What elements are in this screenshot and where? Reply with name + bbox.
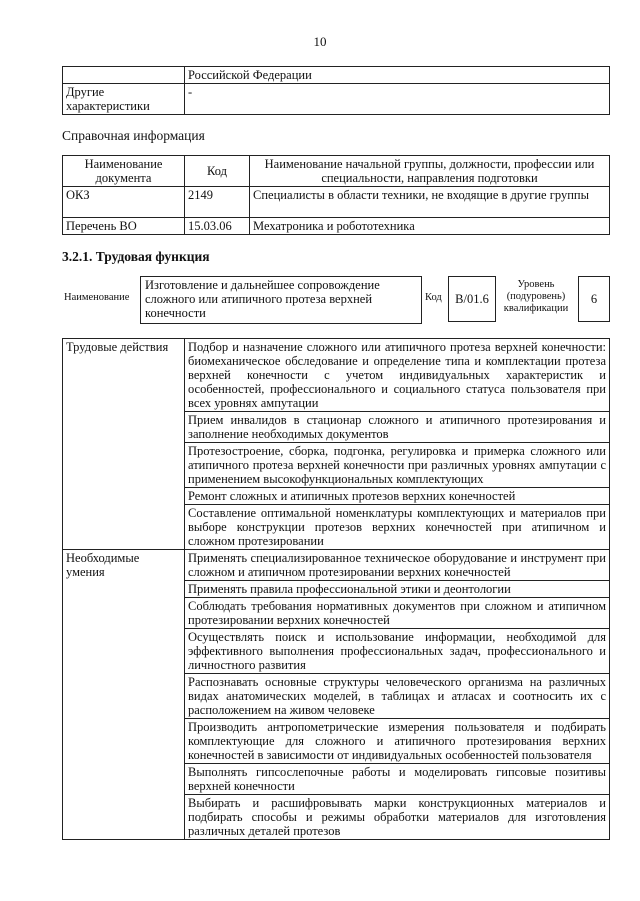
skill-item: Осуществлять поиск и использование информации, необходимой для эффективного выполнения профессиональных задач, профессионального и личностного развития xyxy=(185,629,610,674)
action-item: Подбор и назначение сложного или атипичного протеза верхней конечности: биомеханическое обследование и определение типа и комплектации протеза верхней конечности с учетом индивидуальных характеристик и особенностей, профессионального и социального статуса пользователя при всех уровнях ампутации xyxy=(185,339,610,412)
skill-item: Выполнять гипсослепочные работы и моделировать гипсовые позитивы верхней конечности xyxy=(185,764,610,795)
function-title: 3.2.1. Трудовая функция xyxy=(62,249,210,264)
table-header-row xyxy=(63,156,610,187)
name-label: Наименование xyxy=(64,292,130,303)
level-box: 6 xyxy=(578,276,610,322)
table-cell: Мехатроника и робототехника xyxy=(250,218,610,235)
action-item: Протезостроение, сборка, подгонка, регулировка и примерка сложного или атипичного протеза верхней конечности при различных уровнях ампутации с применением высокофункциональных комплектующих xyxy=(185,443,610,488)
skills-label: Необходимые умения xyxy=(63,550,185,840)
page-number: 10 xyxy=(313,34,327,49)
function-code-box: B/01.6 xyxy=(448,276,496,322)
table-row xyxy=(63,84,610,115)
table-cell: Российской Федерации xyxy=(185,67,610,84)
action-item: Составление оптимальной номенклатуры комплектующих и материалов при выборе конструкции протезов верхних конечностей при атипичном и сложном протезировании xyxy=(185,505,610,550)
table-row xyxy=(63,67,610,84)
characteristics-table xyxy=(62,66,610,115)
table-row xyxy=(63,550,610,581)
other-characteristics-value: - xyxy=(185,84,610,115)
function-name-box: Изготовление и дальнейшее сопровождение сложного или атипичного протеза верхней конечности xyxy=(140,276,422,324)
reference-title: Справочная информация xyxy=(62,128,205,143)
action-item: Прием инвалидов в стационар сложного и атипичного протезирования и заполнение необходимых документов xyxy=(185,412,610,443)
table-cell: Перечень ВО xyxy=(63,218,185,235)
table-row xyxy=(63,339,610,412)
skill-item: Соблюдать требования нормативных документов при сложном и атипичном протезировании верхних конечностей xyxy=(185,598,610,629)
table-row xyxy=(63,218,610,235)
header-group-name: Наименование начальной группы, должности, профессии или специальности, направления подготовки xyxy=(250,156,610,187)
table-row xyxy=(63,187,610,218)
skill-item: Производить антропометрические измерения пользователя и подбирать комплектующие для сложного и атипичного протезирования верхних конечностей в зависимости от индивидуальных особенностей пользователя xyxy=(185,719,610,764)
other-characteristics-label: Другие характеристики xyxy=(63,84,185,115)
skill-item: Распознавать основные структуры человеческого организма на различных видах анатомических моделей, в таблицах и атласах и соотносить их с расположением на живом человеке xyxy=(185,674,610,719)
table-cell: ОКЗ xyxy=(63,187,185,218)
function-table xyxy=(62,338,610,840)
actions-label: Трудовые действия xyxy=(63,339,185,550)
reference-table xyxy=(62,155,610,235)
code-label: Код xyxy=(425,292,442,303)
skill-item: Применять специализированное техническое оборудование и инструмент при сложном и атипичном протезировании верхних конечностей xyxy=(185,550,610,581)
header-doc-name: Наименование документа xyxy=(63,156,185,187)
header-code: Код xyxy=(185,156,250,187)
table-cell xyxy=(63,67,185,84)
skill-item: Выбирать и расшифровывать марки конструкционных материалов и подбирать способы и режимы обработки материалов для изготовления различных деталей протезов xyxy=(185,795,610,840)
table-cell: 15.03.06 xyxy=(185,218,250,235)
skill-item: Применять правила профессиональной этики и деонтологии xyxy=(185,581,610,598)
action-item: Ремонт сложных и атипичных протезов верхних конечностей xyxy=(185,488,610,505)
level-label: Уровень (подуровень) квалификации xyxy=(503,279,569,314)
table-cell: Специалисты в области техники, не входящие в другие группы xyxy=(250,187,610,218)
table-cell: 2149 xyxy=(185,187,250,218)
